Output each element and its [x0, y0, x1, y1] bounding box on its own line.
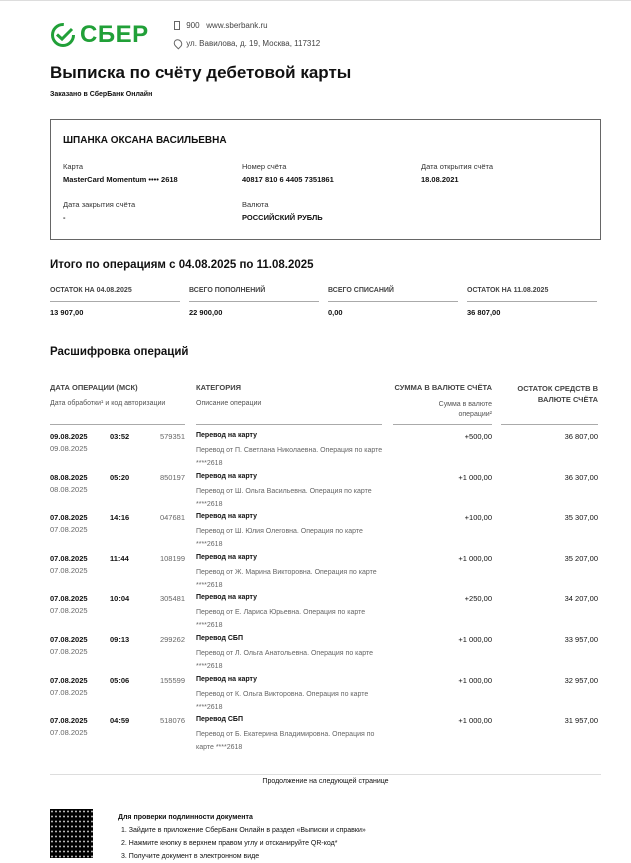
operation-date: 07.08.2025 — [50, 594, 88, 604]
auth-code: 579351 — [159, 432, 185, 441]
operation-date: 07.08.2025 — [50, 553, 88, 563]
verify-title: Для проверки подлинности документа — [118, 814, 253, 821]
col-amount-header: СУММА В ВАЛЮТЕ СЧЁТА — [394, 383, 492, 392]
operations-title: Расшифровка операций — [50, 346, 189, 358]
phone-icon — [174, 21, 180, 30]
account-info-box — [50, 119, 601, 240]
balance: 31 957,00 — [564, 716, 598, 726]
sber-check-icon — [50, 22, 76, 48]
continued-note: Продолжение на следующей странице — [50, 774, 601, 785]
website-link[interactable]: www.sberbank.ru — [206, 21, 268, 30]
card-value: MasterCard Momentum •••• 2618 — [63, 175, 178, 184]
processed-date: 07.08.2025 — [50, 728, 88, 738]
summary-label: ОСТАТОК НА 04.08.2025 — [50, 287, 180, 302]
summary-title: Итого по операциям с 04.08.2025 по 11.08.2025 — [50, 259, 314, 271]
amount: +250,00 — [464, 594, 492, 604]
description: Перевод от П. Светлана Николаевна. Операция по карте ****2618 — [196, 447, 383, 467]
processed-date: 08.08.2025 — [50, 484, 88, 494]
summary-label: ОСТАТОК НА 11.08.2025 — [467, 287, 597, 302]
account-number-value: 40817 810 6 4405 7351861 — [242, 175, 334, 184]
table-row[interactable] — [0, 716, 631, 756]
description: Перевод от Б. Екатерина Владимировна. Операция по карте ****2618 — [196, 731, 375, 752]
close-date-label: Дата закрытия счёта — [63, 200, 136, 209]
summary-item — [467, 287, 597, 317]
operation-time: 04:59 — [110, 716, 130, 726]
operation-date: 09.08.2025 — [50, 432, 88, 441]
table-row[interactable] — [0, 594, 631, 634]
operation-time: 03:52 — [110, 432, 130, 441]
table-row[interactable] — [0, 635, 631, 675]
auth-code: 047681 — [159, 513, 185, 523]
balance: 34 207,00 — [564, 594, 598, 604]
processed-date: 07.08.2025 — [50, 525, 88, 535]
balance: 35 207,00 — [564, 553, 598, 563]
phone: 900 — [186, 21, 200, 30]
operation-date: 08.08.2025 — [50, 472, 88, 482]
category: Перевод на карту — [196, 513, 258, 521]
description: Перевод от Ш. Юлия Олеговна. Операция по карте ****2618 — [196, 528, 363, 549]
amount: +1 000,00 — [458, 553, 492, 563]
address: ул. Вавилова, д. 19, Москва, 117312 — [186, 39, 321, 48]
description: Перевод от Ш. Ольга Васильевна. Операция по карте ****2618 — [196, 487, 372, 508]
page-title: Выписка по счёту дебетовой карты — [50, 63, 352, 82]
description: Перевод от Е. Лариса Юрьевна. Операция по карте ****2618 — [196, 609, 366, 630]
balance: 35 307,00 — [564, 513, 598, 523]
category: Перевод СБП — [196, 635, 243, 642]
processed-date: 07.08.2025 — [50, 687, 88, 697]
summary-value: 36 807,00 — [467, 308, 501, 317]
operation-time: 11:44 — [110, 553, 129, 563]
qr-code — [50, 809, 93, 858]
col-date-header: ДАТА ОПЕРАЦИИ (МСК) — [50, 383, 138, 392]
auth-code: 108199 — [159, 553, 185, 563]
operation-time: 10:04 — [110, 594, 130, 604]
col-amount-subheader: Сумма в валюте операции² — [438, 401, 492, 418]
auth-code: 518076 — [159, 716, 185, 726]
processed-date: 07.08.2025 — [50, 565, 88, 575]
col-category-subheader: Описание операции — [196, 400, 262, 407]
card-label: Карта — [63, 162, 84, 171]
category: Перевод на карту — [196, 675, 258, 683]
auth-code: 155599 — [159, 675, 185, 685]
brand-name: СБЕР — [80, 21, 149, 48]
table-row[interactable] — [0, 432, 631, 472]
amount: +100,00 — [464, 513, 492, 523]
table-row[interactable] — [0, 473, 631, 513]
col-category-header: КАТЕГОРИЯ — [196, 383, 241, 392]
sber-logo — [50, 21, 149, 49]
balance: 32 957,00 — [564, 675, 598, 685]
processed-date: 09.08.2025 — [50, 444, 88, 453]
currency-label: Валюта — [242, 200, 269, 209]
operation-time: 05:20 — [110, 472, 130, 482]
auth-code: 305481 — [159, 594, 185, 604]
currency-value: РОССИЙСКИЙ РУБЛЬ — [242, 213, 323, 222]
operation-time: 14:16 — [110, 513, 130, 523]
contact-phone — [174, 21, 268, 30]
description: Перевод от Ж. Марина Викторовна. Операция по карте ****2618 — [196, 568, 377, 589]
verification-instructions — [118, 811, 366, 863]
close-date-value: - — [63, 213, 66, 222]
category: Перевод на карту — [196, 472, 258, 480]
account-number-label: Номер счёта — [242, 162, 287, 171]
table-row[interactable] — [0, 554, 631, 594]
category: Перевод на карту — [196, 432, 258, 439]
operation-date: 07.08.2025 — [50, 675, 88, 685]
operation-date: 07.08.2025 — [50, 716, 88, 726]
contact-address — [174, 39, 320, 48]
operation-date: 07.08.2025 — [50, 635, 88, 644]
balance: 33 957,00 — [564, 635, 598, 644]
verify-step: 2. Нажмите кнопку в верхнем правом углу и отсканируйте QR-код* — [121, 840, 338, 847]
amount: +1 000,00 — [458, 635, 492, 644]
operation-time: 09:13 — [110, 635, 130, 644]
summary-label: ВСЕГО ПОПОЛНЕНИЙ — [189, 287, 319, 302]
summary-value: 13 907,00 — [50, 308, 84, 317]
table-row[interactable] — [0, 513, 631, 553]
summary-item — [328, 287, 458, 317]
divider — [393, 424, 492, 425]
summary-label: ВСЕГО СПИСАНИЙ — [328, 287, 458, 302]
table-row[interactable] — [0, 676, 631, 716]
col-balance-header: ОСТАТОК СРЕДСТВ В ВАЛЮТЕ СЧЁТА — [517, 384, 598, 404]
divider — [196, 424, 382, 425]
operation-time: 05:06 — [110, 675, 130, 685]
auth-code: 299262 — [159, 635, 185, 644]
summary-item — [189, 287, 319, 317]
amount: +1 000,00 — [458, 472, 492, 482]
balance: 36 307,00 — [564, 472, 598, 482]
processed-date: 07.08.2025 — [50, 606, 88, 616]
auth-code: 850197 — [159, 472, 185, 482]
verify-step: 1. Зайдите в приложение СберБанк Онлайн в раздел «Выписки и справки» — [121, 827, 366, 834]
open-date-value: 18.08.2021 — [421, 175, 459, 184]
description: Перевод от К. Ольга Викторовна. Операция по карте ****2618 — [196, 690, 369, 711]
verify-step: 3. Получите документ в электронном виде — [121, 853, 260, 860]
category: Перевод на карту — [196, 594, 258, 602]
open-date-label: Дата открытия счёта — [421, 162, 494, 171]
balance: 36 807,00 — [564, 432, 598, 441]
summary-item — [50, 287, 180, 317]
divider — [50, 424, 185, 425]
summary-value: 0,00 — [328, 308, 343, 317]
subtitle: Заказано в СберБанк Онлайн — [50, 91, 153, 98]
category: Перевод на карту — [196, 553, 258, 561]
summary-value: 22 900,00 — [189, 308, 223, 317]
processed-date: 07.08.2025 — [50, 647, 88, 656]
amount: +1 000,00 — [458, 716, 492, 726]
amount: +1 000,00 — [458, 675, 492, 685]
col-date-subheader: Дата обработки¹ и код авторизации — [50, 400, 166, 407]
divider — [501, 424, 598, 425]
account-holder: ШПАНКА ОКСАНА ВАСИЛЬЕВНА — [63, 135, 227, 146]
amount: +500,00 — [464, 432, 492, 441]
description: Перевод от Л. Ольга Анатольевна. Операция по карте ****2618 — [196, 650, 374, 670]
operation-date: 07.08.2025 — [50, 513, 88, 523]
location-pin-icon — [172, 38, 184, 50]
category: Перевод СБП — [196, 716, 243, 724]
